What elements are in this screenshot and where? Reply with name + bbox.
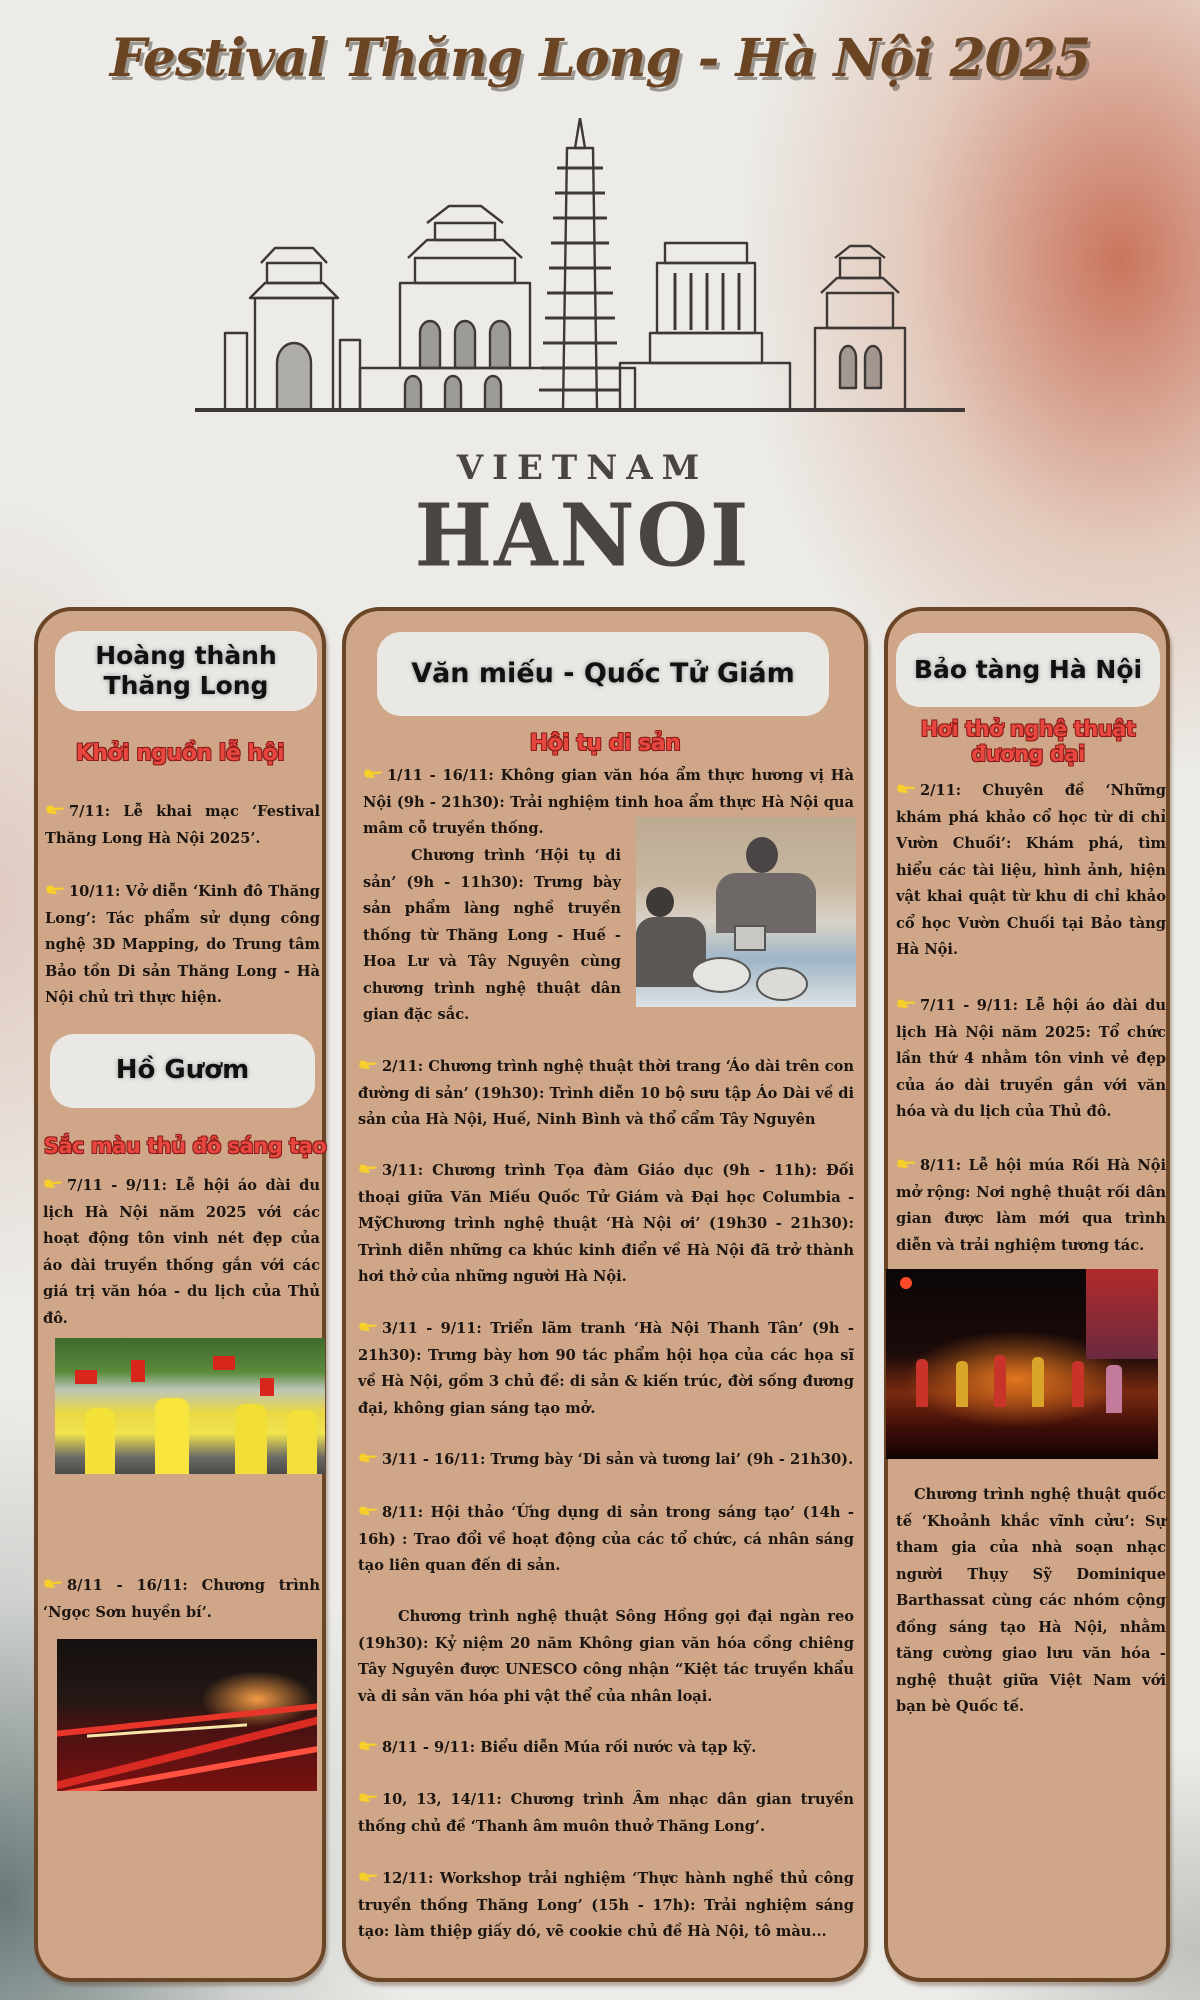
venue-title-pill [896,633,1160,707]
pointing-hand-icon [358,1452,378,1463]
event-item: 1/11 - 16/11: Không gian văn hóa ẩm thực hương vị Hà Nội (9h - 21h30): Trải nghiệm tinh hoa ẩm thực Hà Nội qua mâm cỗ truyền thống. [363,767,854,837]
event-item: 7/11 - 9/11: Lễ hội áo dài du lịch Hà Nội năm 2025 với các hoạt động tôn vinh nét đẹp của áo dài truyền thống gắn với các giá trị văn hóa - du lịch của Thủ đô. [43,1177,320,1327]
venue-title-pill [377,632,829,716]
pointing-hand-icon [45,884,65,895]
event-item: 7/11: Lễ khai mạc ‘Festival Thăng Long Hà Nội 2025’. [45,803,320,847]
event-item: 10/11: Vở diễn ‘Kinh đô Thăng Long’: Tác phẩm sử dụng công nghệ 3D Mapping, do Trung tâm Bảo tồn Di sản Thăng Long - Hà Nội chủ trì thực hiện. [45,883,320,1006]
theme-heading: Sắc màu thủ đô sáng tạo [43,1134,327,1158]
event-item: 3/11: Chương trình Tọa đàm Giáo dục (9h - 11h): Đối thoại giữa Văn Miếu Quốc Tử Giám và Đại học Columbia - Mỹ. [358,1162,854,1232]
venue-card-hoang-thanh [34,607,326,1982]
pointing-hand-icon [896,1158,916,1169]
event-item: Chương trình nghệ thuật ‘Hà Nội ơi’ (19h30 - 21h30): Trình diễn những ca khúc kinh điển về Hà Nội đã trở thành hơi thở của những người Hà Nội. [358,1215,854,1285]
venue-card-van-mieu [342,607,868,1982]
pointing-hand-icon [45,804,65,815]
event-item: 8/11 - 9/11: Biểu diễn Múa rối nước và tạp kỹ. [358,1735,854,1762]
venue-title-pill [50,1034,315,1108]
pointing-hand-icon [358,1505,378,1516]
event-item: 3/11 - 16/11: Trưng bày ‘Di sản và tương lai’ (9h - 21h30). [358,1447,854,1474]
event-item: Chương trình ‘Hội tụ di sản’ (9h - 11h30): Trưng bày sản phẩm làng nghề truyền thống từ Thăng Long - Huế - Hoa Lư và Tây Nguyên cùng chương trình nghệ thuật dân gian đặc sắc. [363,847,621,1023]
poster-title: Festival Thăng Long - Hà Nội 2025 [109,28,1091,89]
theme-heading: Hơi thở nghệ thuật đương đại [920,717,1136,767]
brand-hanoi: HANOI [414,485,751,587]
event-item: 12/11: Workshop trải nghiệm ‘Thực hành nghề thủ công truyền thống Thăng Long’ (15h - 17h): Trải nghiệm sáng tạo: làm thiệp giấy dó, vẽ cookie chủ đề Hà Nội, tô màu... [358,1870,854,1940]
pointing-hand-icon [358,1871,378,1882]
event-item: 2/11: Chuyên đề ‘Những khám phá khảo cổ học từ di chỉ Vườn Chuối’: Khám phá, tìm hiểu các tài liệu, hình ảnh, hiện vật khai quật từ khu di chỉ khảo cổ học Vườn Chuối tại Bảo tàng Hà Nội. [896,782,1166,958]
venue-title: Hồ Gươm [115,1055,250,1086]
event-item: 8/11: Lễ hội múa Rối Hà Nội mở rộng: Nơi nghệ thuật rối dân gian được làm mới qua trình diễn và trải nghiệm tương tác. [896,1157,1166,1254]
pointing-hand-icon [43,1578,63,1589]
theme-heading: Hội tụ di sản [529,731,681,756]
pointing-hand-icon [358,1059,378,1070]
brand-vietnam: VIETNAM [456,448,709,488]
pointing-hand-icon [43,1178,63,1189]
venue-title-pill [55,631,317,711]
event-item: 7/11 - 9/11: Lễ hội áo dài du lịch Hà Nội năm 2025: Tổ chức lần thứ 4 nhằm tôn vinh vẻ đẹp của áo dài truyền gắn với văn hóa và du lịch của Thủ đô. [896,997,1166,1120]
pointing-hand-icon [358,1792,378,1803]
pointing-hand-icon [358,1740,378,1751]
water-puppet-photo [886,1269,1158,1459]
event-item: 3/11 - 9/11: Triển lãm tranh ‘Hà Nội Thanh Tân’ (9h - 21h30): Trưng bày hơn 90 tác phẩm hội họa của các họa sĩ về Hà Nội, gồm 3 chủ đề: di sản & kiến trúc, đời sống đương đại, không gian sáng tạo mở. [358,1320,854,1417]
weaving-illustration [636,817,856,1007]
venue-title: Văn miếu - Quốc Tử Giám [411,657,795,689]
pointing-hand-icon [358,1321,378,1332]
pointing-hand-icon [896,998,916,1009]
pointing-hand-icon [358,1163,378,1174]
ao-dai-parade-photo [55,1338,325,1474]
event-item: 8/11 - 16/11: Chương trình ‘Ngọc Sơn huyền bí’. [43,1577,320,1621]
event-item: 2/11: Chương trình nghệ thuật thời trang ‘Áo dài trên con đường di sản’ (19h30): Trình diễn 10 bộ sưu tập Áo Dài về di sản của Hà Nội, Huế, Ninh Bình và thổ cẩm Tây Nguyên [358,1058,854,1128]
hanoi-skyline-illustration [195,118,965,418]
theme-heading: Khởi nguồn lễ hội [75,741,285,766]
venue-title: Bảo tàng Hà Nội [913,655,1143,684]
pointing-hand-icon [896,783,916,794]
the-huc-bridge-night-photo [57,1639,317,1791]
venue-card-bao-tang [884,607,1170,1982]
event-item: 8/11: Hội thảo ‘Ứng dụng di sản trong sáng tạo’ (14h - 16h) : Trao đổi về hoạt động của các tổ chức, cá nhân sáng tạo liên quan đến di sản. [358,1504,854,1574]
event-item: Chương trình nghệ thuật Sông Hồng gọi đại ngàn reo (19h30): Kỷ niệm 20 năm Không gian văn hóa cồng chiêng Tây Nguyên được UNESCO công nhận “Kiệt tác truyền khẩu và di sản văn hóa phi vật thể của nhân loại. [358,1608,854,1705]
venue-title: Hoàng thành Thăng Long [95,641,277,700]
event-item: 10, 13, 14/11: Chương trình Âm nhạc dân gian truyền thống chủ đề ‘Thanh âm muôn thuở Thăng Long’. [358,1791,854,1835]
event-item: Chương trình nghệ thuật quốc tế ‘Khoảnh khắc vĩnh cửu’: Sự tham gia của nhà soạn nhạc người Thụy Sỹ Dominique Barthassat cùng các nhóm cộng đồng sáng tạo Hà Nội, nhằm tăng cường giao lưu văn hóa - nghệ thuật giữa Việt Nam với bạn bè Quốc tế. [896,1486,1166,1715]
pointing-hand-icon [363,768,383,779]
